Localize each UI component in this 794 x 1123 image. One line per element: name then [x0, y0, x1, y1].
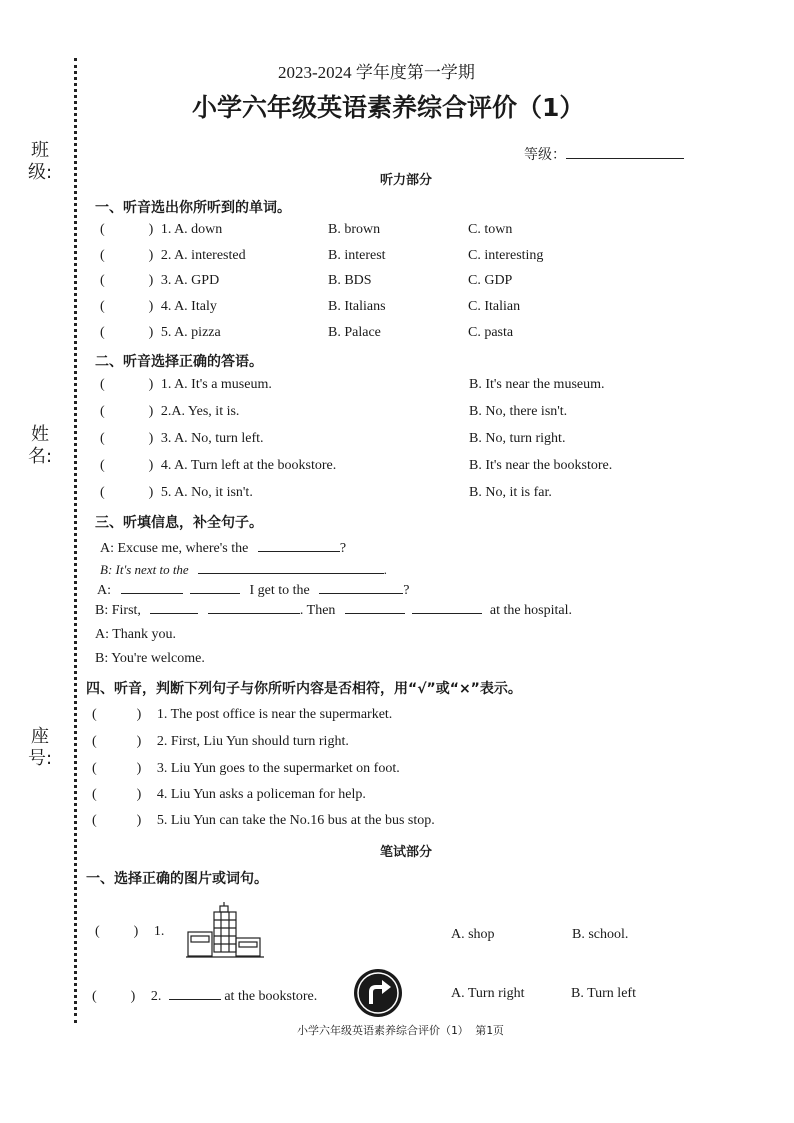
answer-paren-close: ) — [148, 273, 154, 288]
answer-paren-open[interactable]: ( — [100, 404, 105, 419]
fill-blank[interactable] — [208, 601, 300, 614]
listening-q1-heading: 一、听音选出你所听到的单词。 — [95, 200, 291, 216]
option-b: B. interest — [328, 248, 386, 263]
option-b: B. brown — [328, 222, 381, 237]
page-title: 小学六年级英语素养综合评价（1） — [192, 93, 585, 122]
option-b: B. No, there isn't. — [469, 404, 568, 419]
fill-line-6: B: You're welcome. — [95, 651, 205, 666]
writing-q1-heading: 一、选择正确的图片或词句。 — [86, 871, 268, 887]
school-building-icon — [186, 902, 264, 960]
fill-text: A: — [97, 583, 111, 598]
option-b: B. school. — [572, 927, 629, 942]
writing-q1-item-1 — [95, 924, 164, 940]
list-item — [100, 248, 246, 264]
fill-text-mid: . Then — [299, 603, 336, 618]
option-b: B. It's near the bookstore. — [469, 458, 613, 473]
fill-text-end: at the hospital. — [489, 603, 572, 618]
fill-text-end: ? — [403, 583, 410, 598]
fill-line-5: A: Thank you. — [95, 627, 177, 642]
fill-blank[interactable] — [198, 561, 384, 574]
answer-paren-close: ) — [136, 787, 142, 802]
answer-paren-close: ) — [148, 485, 154, 500]
fill-blank[interactable] — [169, 987, 221, 1000]
answer-paren-close: ) — [136, 813, 142, 828]
item-text: at the bookstore. — [224, 989, 318, 1004]
option-a: 5. A. pizza — [160, 325, 221, 340]
statement-text: 3. Liu Yun goes to the supermarket on foot. — [156, 761, 400, 776]
option-b: B. BDS — [328, 273, 372, 288]
list-item — [92, 813, 435, 829]
grade-label: 等级： — [524, 147, 566, 163]
listening-q3-heading: 三、听填信息，补全句子。 — [95, 515, 263, 531]
page-footer: 小学六年级英语素养综合评价（1） 第1页 — [297, 1024, 504, 1037]
answer-paren-open[interactable]: ( — [92, 734, 97, 749]
option-c: C. interesting — [468, 248, 544, 263]
answer-paren-open[interactable]: ( — [92, 989, 97, 1004]
list-item — [100, 377, 272, 393]
answer-paren-open[interactable]: ( — [100, 222, 105, 237]
name-label: 姓名: — [28, 424, 53, 467]
fill-blank[interactable] — [121, 581, 183, 594]
list-item — [92, 761, 400, 777]
answer-paren-open[interactable]: ( — [100, 458, 105, 473]
fill-line-2 — [100, 561, 387, 578]
answer-paren-close: ) — [148, 325, 154, 340]
option-c: C. town — [468, 222, 513, 237]
answer-paren-close: ) — [130, 989, 136, 1004]
fill-text-mid: I get to the — [249, 583, 310, 598]
list-item — [100, 325, 221, 341]
answer-paren-open[interactable]: ( — [100, 299, 105, 314]
list-item — [100, 431, 264, 447]
fill-text: B: It's next to the — [100, 562, 189, 577]
list-item — [92, 734, 349, 750]
fill-blank[interactable] — [412, 601, 482, 614]
fill-text: A: Excuse me, where's the — [100, 541, 249, 556]
statement-text: 2. First, Liu Yun should turn right. — [156, 734, 349, 749]
option-a: 2. A. interested — [160, 248, 246, 263]
option-c: C. GDP — [468, 273, 513, 288]
answer-paren-open[interactable]: ( — [100, 248, 105, 263]
fill-text: B: First, — [95, 603, 141, 618]
writing-section-title: 笔试部分 — [380, 845, 433, 860]
answer-paren-open[interactable]: ( — [100, 273, 105, 288]
list-item — [100, 299, 217, 315]
option-a: 3. A. No, turn left. — [160, 431, 264, 446]
class-label: 班级: — [28, 140, 53, 183]
option-a: 4. A. Italy — [160, 299, 217, 314]
answer-paren-close: ) — [136, 734, 142, 749]
grade-line — [524, 144, 684, 164]
list-item — [100, 404, 239, 420]
option-c: C. Italian — [468, 299, 521, 314]
fill-blank[interactable] — [345, 601, 405, 614]
fill-line-1 — [100, 539, 346, 557]
writing-q1-item-2 — [92, 987, 317, 1005]
statement-text: 4. Liu Yun asks a policeman for help. — [156, 787, 366, 802]
fill-blank[interactable] — [258, 539, 340, 552]
option-b: B. It's near the museum. — [469, 377, 605, 392]
answer-paren-close: ) — [148, 458, 154, 473]
option-a: 1. A. It's a museum. — [160, 377, 272, 392]
fill-text-end: . — [383, 562, 388, 577]
option-b: B. Italians — [328, 299, 386, 314]
answer-paren-close: ) — [136, 707, 142, 722]
option-b: B. No, turn right. — [469, 431, 566, 446]
grade-blank[interactable] — [566, 146, 684, 159]
option-a: 1. A. down — [160, 222, 223, 237]
fill-text-end: ? — [339, 541, 347, 556]
option-c: C. pasta — [468, 325, 514, 340]
listening-section-title: 听力部分 — [380, 173, 433, 188]
answer-paren-open[interactable]: ( — [100, 485, 105, 500]
list-item — [100, 273, 219, 289]
list-item — [100, 222, 222, 238]
answer-paren-open[interactable]: ( — [100, 377, 105, 392]
listening-q2-heading: 二、听音选择正确的答语。 — [95, 354, 263, 370]
term-line: 2023-2024 学年度第一学期 — [278, 63, 475, 82]
seat-label: 座号: — [28, 726, 53, 769]
fill-line-4 — [95, 601, 572, 619]
option-a: 5. A. No, it isn't. — [160, 485, 253, 500]
statement-text: 1. The post office is near the supermarket. — [156, 707, 393, 722]
option-a: A. Turn right — [451, 986, 525, 1001]
option-b: B. Palace — [328, 325, 381, 340]
list-item — [100, 458, 336, 474]
binding-dotted-line — [74, 58, 77, 1023]
statement-text: 5. Liu Yun can take the No.16 bus at the bus stop. — [156, 813, 435, 828]
answer-paren-open[interactable]: ( — [92, 761, 97, 776]
fill-line-3 — [97, 581, 409, 599]
option-b: B. Turn left — [571, 986, 636, 1001]
fill-blank[interactable] — [190, 581, 240, 594]
answer-paren-close: ) — [148, 248, 154, 263]
answer-paren-close: ) — [148, 404, 154, 419]
answer-paren-open[interactable]: ( — [92, 813, 97, 828]
turn-right-sign-icon — [352, 967, 404, 1019]
list-item — [92, 707, 392, 723]
answer-paren-close: ) — [148, 299, 154, 314]
answer-paren-open[interactable]: ( — [92, 787, 97, 802]
option-a: 2.A. Yes, it is. — [160, 404, 240, 419]
item-number: 1. — [153, 924, 165, 939]
fill-blank[interactable] — [319, 581, 403, 594]
answer-paren-open[interactable]: ( — [100, 325, 105, 340]
list-item — [92, 787, 366, 803]
answer-paren-open[interactable]: ( — [95, 924, 100, 939]
option-a: A. shop — [451, 927, 495, 942]
answer-paren-open[interactable]: ( — [92, 707, 97, 722]
answer-paren-close: ) — [148, 377, 154, 392]
item-number: 2. — [150, 989, 162, 1004]
listening-q4-heading: 四、听音，判断下列句子与你所听内容是否相符，用“√”或“×”表示。 — [86, 681, 522, 697]
option-a: 4. A. Turn left at the bookstore. — [160, 458, 337, 473]
list-item — [100, 485, 253, 501]
answer-paren-close: ) — [148, 431, 154, 446]
answer-paren-close: ) — [148, 222, 154, 237]
answer-paren-open[interactable]: ( — [100, 431, 105, 446]
fill-blank[interactable] — [150, 601, 198, 614]
option-a: 3. A. GPD — [160, 273, 220, 288]
answer-paren-close: ) — [136, 761, 142, 776]
answer-paren-close: ) — [133, 924, 139, 939]
option-b: B. No, it is far. — [469, 485, 552, 500]
